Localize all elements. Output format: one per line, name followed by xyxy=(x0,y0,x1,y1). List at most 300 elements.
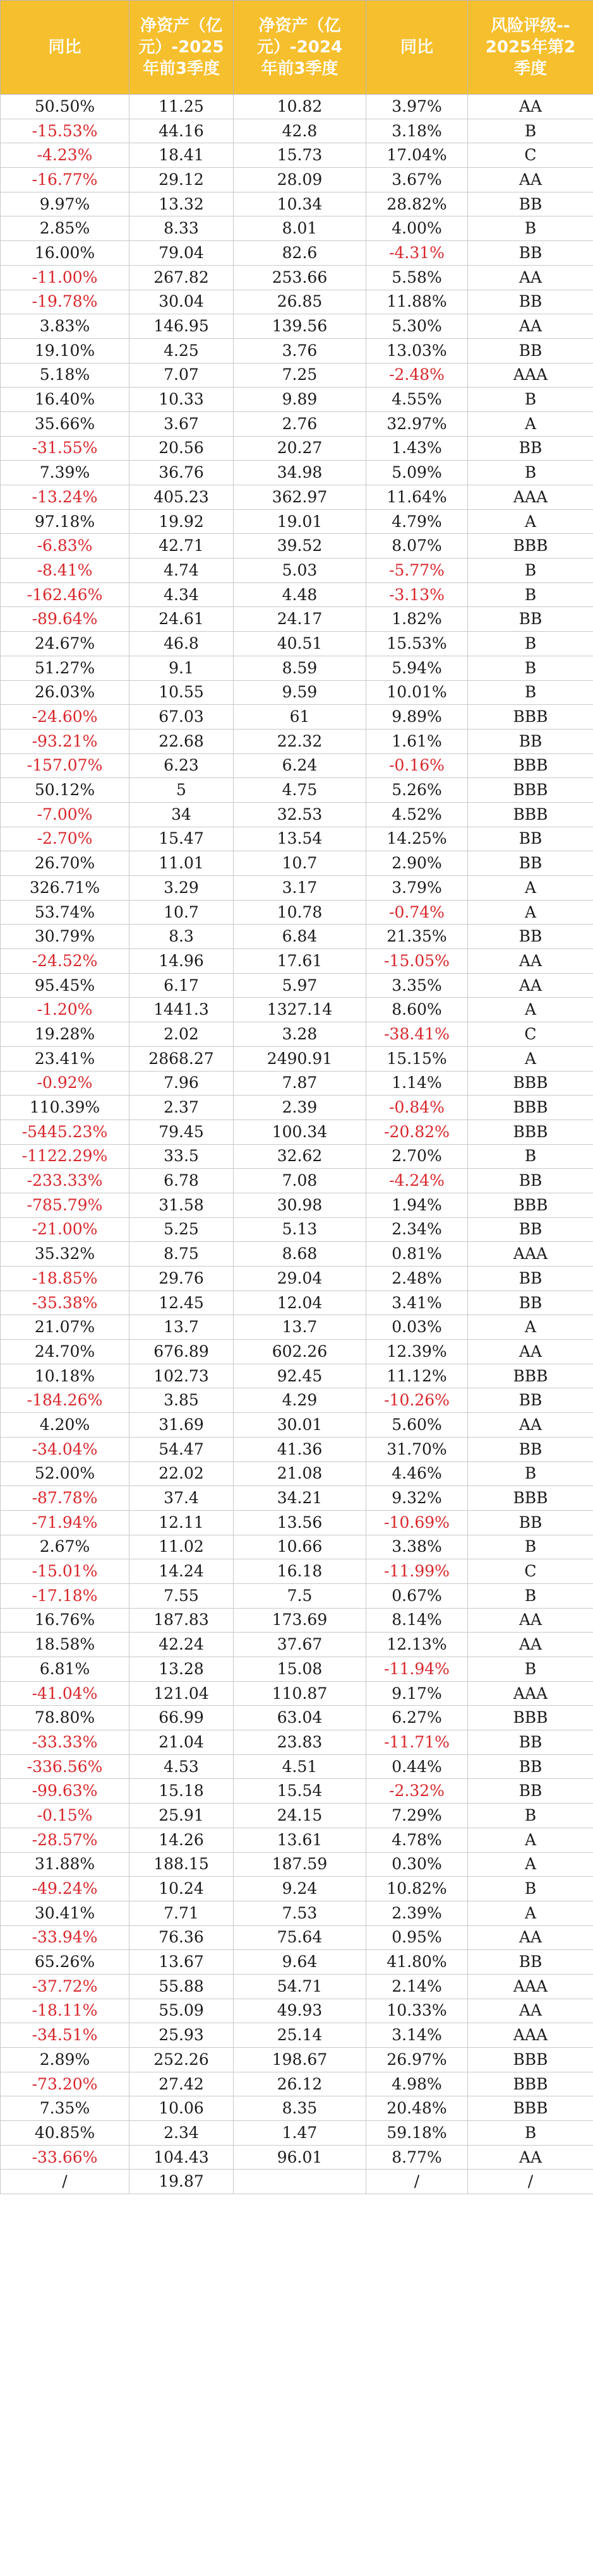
cell-net-assets-2025: 4.53 xyxy=(129,1754,234,1779)
cell-net-assets-2025: 13.32 xyxy=(129,192,234,216)
cell-yoy-2: 0.03% xyxy=(366,1315,468,1340)
cell-risk-rating: AA xyxy=(468,973,593,998)
cell-risk-rating: B xyxy=(468,216,593,241)
cell-net-assets-2025: 252.26 xyxy=(129,2048,234,2072)
cell-risk-rating: AA xyxy=(468,1633,593,1657)
cell-net-assets-2024: 19.01 xyxy=(234,509,366,534)
cell-yoy-1: 18.58% xyxy=(1,1633,129,1657)
cell-net-assets-2024: 41.36 xyxy=(234,1437,366,1462)
cell-yoy-1: -49.24% xyxy=(1,1877,129,1901)
cell-yoy-1: -0.15% xyxy=(1,1804,129,1828)
cell-risk-rating: BBB xyxy=(468,1193,593,1217)
cell-risk-rating: A xyxy=(468,1046,593,1071)
cell-risk-rating: BBB xyxy=(468,2096,593,2121)
cell-yoy-1: 50.50% xyxy=(1,95,129,119)
cell-risk-rating: BB xyxy=(468,1754,593,1779)
table-row xyxy=(1,1510,593,1535)
cell-net-assets-2024: 25.14 xyxy=(234,2023,366,2048)
cell-risk-rating: B xyxy=(468,1144,593,1169)
cell-risk-rating: BBB xyxy=(468,2072,593,2096)
cell-yoy-2: -11.99% xyxy=(366,1559,468,1584)
cell-net-assets-2025: 44.16 xyxy=(129,119,234,143)
cell-net-assets-2025: 8.33 xyxy=(129,216,234,241)
cell-yoy-1: 4.20% xyxy=(1,1413,129,1438)
cell-net-assets-2025: 9.1 xyxy=(129,656,234,680)
table-row xyxy=(1,485,593,510)
cell-net-assets-2025: 7.71 xyxy=(129,1901,234,1925)
cell-risk-rating: BB xyxy=(468,436,593,461)
cell-yoy-2: 32.97% xyxy=(366,411,468,436)
table-row xyxy=(1,925,593,949)
table-row xyxy=(1,1999,593,2023)
cell-yoy-2: 10.82% xyxy=(366,1877,468,1901)
cell-net-assets-2025: 79.45 xyxy=(129,1120,234,1144)
cell-net-assets-2025: 22.68 xyxy=(129,729,234,753)
table-row xyxy=(1,1535,593,1559)
cell-net-assets-2024: 7.53 xyxy=(234,1901,366,1925)
cell-yoy-2: 3.14% xyxy=(366,2023,468,2048)
cell-risk-rating: BB xyxy=(468,241,593,266)
header-yoy-1: 同比 xyxy=(1,1,129,95)
cell-net-assets-2025: 102.73 xyxy=(129,1364,234,1388)
cell-yoy-1: -33.66% xyxy=(1,2145,129,2170)
cell-net-assets-2025: 14.26 xyxy=(129,1828,234,1852)
table-row xyxy=(1,2121,593,2146)
cell-risk-rating: BB xyxy=(468,607,593,632)
cell-yoy-1: 30.79% xyxy=(1,925,129,949)
cell-yoy-1: 26.03% xyxy=(1,680,129,705)
cell-yoy-2: 3.41% xyxy=(366,1291,468,1315)
cell-net-assets-2024: 5.03 xyxy=(234,558,366,583)
cell-net-assets-2024: 82.6 xyxy=(234,241,366,266)
cell-net-assets-2025: 267.82 xyxy=(129,265,234,290)
cell-yoy-1: 35.32% xyxy=(1,1242,129,1267)
table-row xyxy=(1,95,593,119)
cell-yoy-1: -233.33% xyxy=(1,1169,129,1193)
cell-risk-rating: C xyxy=(468,1559,593,1584)
cell-net-assets-2025: 11.25 xyxy=(129,95,234,119)
cell-net-assets-2025: 13.7 xyxy=(129,1315,234,1340)
cell-net-assets-2025: 34 xyxy=(129,802,234,827)
cell-net-assets-2024: 10.66 xyxy=(234,1535,366,1559)
header-row xyxy=(1,1,593,95)
cell-yoy-1: 7.39% xyxy=(1,461,129,485)
table-row xyxy=(1,387,593,412)
cell-yoy-1: / xyxy=(1,2170,129,2194)
cell-net-assets-2024: 9.89 xyxy=(234,387,366,412)
cell-net-assets-2024: 92.45 xyxy=(234,1364,366,1388)
cell-risk-rating: B xyxy=(468,2121,593,2146)
cell-yoy-1: 51.27% xyxy=(1,656,129,680)
cell-yoy-2: 14.25% xyxy=(366,827,468,851)
cell-net-assets-2024: 8.59 xyxy=(234,656,366,680)
cell-risk-rating: BB xyxy=(468,1267,593,1291)
cell-net-assets-2024: 28.09 xyxy=(234,168,366,192)
cell-risk-rating: BB xyxy=(468,1730,593,1755)
cell-risk-rating: AA xyxy=(468,95,593,119)
cell-risk-rating: B xyxy=(468,1583,593,1608)
cell-net-assets-2024: 34.98 xyxy=(234,461,366,485)
cell-yoy-1: 65.26% xyxy=(1,1950,129,1975)
cell-yoy-1: 6.81% xyxy=(1,1657,129,1682)
cell-yoy-1: 40.85% xyxy=(1,2121,129,2146)
cell-net-assets-2024: 24.15 xyxy=(234,1804,366,1828)
cell-net-assets-2025: 6.17 xyxy=(129,973,234,998)
cell-yoy-1: -15.01% xyxy=(1,1559,129,1584)
cell-yoy-1: -157.07% xyxy=(1,753,129,778)
cell-net-assets-2024: 30.98 xyxy=(234,1193,366,1217)
cell-risk-rating: AA xyxy=(468,1999,593,2023)
cell-risk-rating: AAA xyxy=(468,485,593,510)
cell-net-assets-2025: 42.71 xyxy=(129,534,234,558)
cell-net-assets-2024: 15.54 xyxy=(234,1779,366,1804)
cell-risk-rating: A xyxy=(468,1828,593,1852)
cell-yoy-2: -4.31% xyxy=(366,241,468,266)
cell-yoy-2: 5.09% xyxy=(366,461,468,485)
cell-net-assets-2024: 49.93 xyxy=(234,1999,366,2023)
cell-yoy-2: -11.94% xyxy=(366,1657,468,1682)
table-row xyxy=(1,1144,593,1169)
cell-yoy-2: 2.14% xyxy=(366,1974,468,1999)
cell-risk-rating: BBB xyxy=(468,778,593,803)
cell-yoy-1: 10.18% xyxy=(1,1364,129,1388)
cell-net-assets-2024: 8.35 xyxy=(234,2096,366,2121)
cell-yoy-1: 16.76% xyxy=(1,1608,129,1633)
cell-net-assets-2024: 26.85 xyxy=(234,290,366,314)
cell-yoy-2: 4.55% xyxy=(366,387,468,412)
table-row xyxy=(1,1583,593,1608)
cell-net-assets-2025: 5.25 xyxy=(129,1217,234,1242)
cell-risk-rating: B xyxy=(468,632,593,656)
cell-net-assets-2025: 25.91 xyxy=(129,1804,234,1828)
cell-yoy-2: 0.81% xyxy=(366,1242,468,1267)
cell-net-assets-2025: 46.8 xyxy=(129,632,234,656)
cell-net-assets-2025: 31.58 xyxy=(129,1193,234,1217)
cell-net-assets-2025: 29.76 xyxy=(129,1267,234,1291)
cell-net-assets-2025: 10.06 xyxy=(129,2096,234,2121)
cell-net-assets-2025: 13.67 xyxy=(129,1950,234,1975)
table-row xyxy=(1,1120,593,1144)
cell-net-assets-2024: 16.18 xyxy=(234,1559,366,1584)
cell-risk-rating: BB xyxy=(468,1437,593,1462)
cell-net-assets-2024: 8.68 xyxy=(234,1242,366,1267)
cell-risk-rating: BB xyxy=(468,1388,593,1413)
cell-yoy-2: 5.26% xyxy=(366,778,468,803)
cell-net-assets-2024: 5.97 xyxy=(234,973,366,998)
cell-yoy-2: 1.61% xyxy=(366,729,468,753)
cell-net-assets-2024: 2.76 xyxy=(234,411,366,436)
table-row xyxy=(1,192,593,216)
cell-yoy-2: 28.82% xyxy=(366,192,468,216)
cell-yoy-1: -37.72% xyxy=(1,1974,129,1999)
table-row xyxy=(1,1169,593,1193)
cell-yoy-1: 50.12% xyxy=(1,778,129,803)
cell-yoy-2: 11.12% xyxy=(366,1364,468,1388)
table-row xyxy=(1,1364,593,1388)
cell-yoy-1: 21.07% xyxy=(1,1315,129,1340)
cell-net-assets-2024: 2.39 xyxy=(234,1096,366,1120)
cell-yoy-2: 8.14% xyxy=(366,1608,468,1633)
cell-yoy-1: -162.46% xyxy=(1,582,129,607)
cell-net-assets-2025: 2.37 xyxy=(129,1096,234,1120)
cell-yoy-1: 19.28% xyxy=(1,1022,129,1047)
cell-yoy-2: 2.34% xyxy=(366,1217,468,1242)
cell-yoy-2: 4.46% xyxy=(366,1462,468,1486)
cell-yoy-1: -31.55% xyxy=(1,436,129,461)
cell-net-assets-2025: 6.23 xyxy=(129,753,234,778)
cell-net-assets-2025: 2.34 xyxy=(129,2121,234,2146)
cell-net-assets-2025: 67.03 xyxy=(129,705,234,730)
cell-yoy-1: -4.23% xyxy=(1,143,129,168)
cell-net-assets-2025: 8.3 xyxy=(129,925,234,949)
cell-net-assets-2024: 15.73 xyxy=(234,143,366,168)
table-row xyxy=(1,216,593,241)
table-row xyxy=(1,973,593,998)
cell-net-assets-2025: 5 xyxy=(129,778,234,803)
cell-net-assets-2024: 173.69 xyxy=(234,1608,366,1633)
cell-net-assets-2024: 1.47 xyxy=(234,2121,366,2146)
table-row xyxy=(1,1828,593,1852)
cell-risk-rating: A xyxy=(468,411,593,436)
cell-net-assets-2025: 121.04 xyxy=(129,1681,234,1706)
cell-yoy-2: 3.67% xyxy=(366,168,468,192)
cell-yoy-2: 4.78% xyxy=(366,1828,468,1852)
table-row xyxy=(1,1096,593,1120)
cell-risk-rating: AAA xyxy=(468,1681,593,1706)
cell-yoy-1: -41.04% xyxy=(1,1681,129,1706)
cell-yoy-2: 31.70% xyxy=(366,1437,468,1462)
cell-net-assets-2025: 4.25 xyxy=(129,338,234,363)
cell-yoy-1: -5445.23% xyxy=(1,1120,129,1144)
cell-risk-rating: B xyxy=(468,1804,593,1828)
cell-net-assets-2025: 2868.27 xyxy=(129,1046,234,1071)
cell-yoy-2: 5.30% xyxy=(366,314,468,339)
cell-yoy-2: -5.77% xyxy=(366,558,468,583)
cell-yoy-2: 5.94% xyxy=(366,656,468,680)
cell-net-assets-2024: 10.7 xyxy=(234,851,366,876)
cell-net-assets-2025: 10.33 xyxy=(129,387,234,412)
cell-net-assets-2025: 14.96 xyxy=(129,949,234,974)
cell-yoy-1: 2.85% xyxy=(1,216,129,241)
cell-net-assets-2024: 7.87 xyxy=(234,1071,366,1096)
cell-net-assets-2025: 13.28 xyxy=(129,1657,234,1682)
header-net-assets-2025: 净资产（亿 元）-2025 年前3季度 xyxy=(129,1,234,95)
cell-risk-rating: A xyxy=(468,876,593,901)
cell-yoy-2: 3.38% xyxy=(366,1535,468,1559)
cell-yoy-2: 17.04% xyxy=(366,143,468,168)
cell-net-assets-2025: 1441.3 xyxy=(129,998,234,1022)
cell-yoy-2: 41.80% xyxy=(366,1950,468,1975)
cell-net-assets-2025: 33.5 xyxy=(129,1144,234,1169)
table-row xyxy=(1,1804,593,1828)
cell-net-assets-2025: 12.11 xyxy=(129,1510,234,1535)
cell-yoy-1: -99.63% xyxy=(1,1779,129,1804)
cell-net-assets-2024: 13.54 xyxy=(234,827,366,851)
table-row xyxy=(1,607,593,632)
table-row xyxy=(1,1413,593,1438)
cell-yoy-2: 15.15% xyxy=(366,1046,468,1071)
cell-yoy-2: 7.29% xyxy=(366,1804,468,1828)
cell-yoy-2: 10.01% xyxy=(366,680,468,705)
cell-risk-rating: BB xyxy=(468,338,593,363)
cell-net-assets-2024: 4.48 xyxy=(234,582,366,607)
cell-risk-rating: C xyxy=(468,1022,593,1047)
table-row xyxy=(1,1242,593,1267)
table-row xyxy=(1,290,593,314)
cell-net-assets-2025: 22.02 xyxy=(129,1462,234,1486)
table-row xyxy=(1,2170,593,2194)
table-row xyxy=(1,363,593,387)
cell-net-assets-2025: 146.95 xyxy=(129,314,234,339)
cell-yoy-2: 0.67% xyxy=(366,1583,468,1608)
table-row xyxy=(1,143,593,168)
cell-yoy-1: 78.80% xyxy=(1,1706,129,1730)
cell-yoy-1: -19.78% xyxy=(1,290,129,314)
cell-yoy-2: 2.48% xyxy=(366,1267,468,1291)
cell-yoy-1: -15.53% xyxy=(1,119,129,143)
cell-yoy-1: -71.94% xyxy=(1,1510,129,1535)
cell-yoy-1: 3.83% xyxy=(1,314,129,339)
cell-yoy-2: 11.64% xyxy=(366,485,468,510)
cell-yoy-1: -24.52% xyxy=(1,949,129,974)
cell-net-assets-2024: 139.56 xyxy=(234,314,366,339)
cell-yoy-2: 8.77% xyxy=(366,2145,468,2170)
cell-risk-rating: BBB xyxy=(468,705,593,730)
cell-risk-rating: B xyxy=(468,1877,593,1901)
cell-net-assets-2025: 31.69 xyxy=(129,1413,234,1438)
table-row xyxy=(1,436,593,461)
cell-yoy-1: 19.10% xyxy=(1,338,129,363)
cell-risk-rating: BB xyxy=(468,729,593,753)
table-row xyxy=(1,119,593,143)
cell-yoy-1: -0.92% xyxy=(1,1071,129,1096)
cell-yoy-1: -34.04% xyxy=(1,1437,129,1462)
table-row xyxy=(1,1437,593,1462)
cell-yoy-2: 1.82% xyxy=(366,607,468,632)
cell-risk-rating: A xyxy=(468,1315,593,1340)
table-row xyxy=(1,2048,593,2072)
table-row xyxy=(1,1486,593,1511)
cell-risk-rating: BBB xyxy=(468,1364,593,1388)
table-row xyxy=(1,680,593,705)
table-row xyxy=(1,705,593,730)
cell-yoy-2: 0.30% xyxy=(366,1852,468,1877)
table-row xyxy=(1,1193,593,1217)
table-row xyxy=(1,949,593,974)
cell-net-assets-2025: 66.99 xyxy=(129,1706,234,1730)
cell-yoy-1: -1122.29% xyxy=(1,1144,129,1169)
cell-yoy-2: -0.84% xyxy=(366,1096,468,1120)
cell-net-assets-2025: 188.15 xyxy=(129,1852,234,1877)
cell-net-assets-2025: 55.88 xyxy=(129,1974,234,1999)
cell-net-assets-2024: 54.71 xyxy=(234,1974,366,1999)
cell-risk-rating: AAA xyxy=(468,1242,593,1267)
cell-net-assets-2024: 9.24 xyxy=(234,1877,366,1901)
cell-net-assets-2024: 39.52 xyxy=(234,534,366,558)
cell-net-assets-2024: 29.04 xyxy=(234,1267,366,1291)
cell-net-assets-2024: 30.01 xyxy=(234,1413,366,1438)
cell-yoy-2: 4.79% xyxy=(366,509,468,534)
cell-risk-rating: BB xyxy=(468,1291,593,1315)
table-row xyxy=(1,1462,593,1486)
cell-risk-rating: B xyxy=(468,1462,593,1486)
cell-yoy-2: 26.97% xyxy=(366,2048,468,2072)
cell-net-assets-2024: 362.97 xyxy=(234,485,366,510)
cell-risk-rating: B xyxy=(468,1657,593,1682)
cell-net-assets-2024: 6.84 xyxy=(234,925,366,949)
cell-net-assets-2025: 11.01 xyxy=(129,851,234,876)
cell-yoy-1: -21.00% xyxy=(1,1217,129,1242)
cell-yoy-2: 0.95% xyxy=(366,1925,468,1950)
table-row xyxy=(1,900,593,925)
cell-yoy-1: -7.00% xyxy=(1,802,129,827)
cell-net-assets-2024: 187.59 xyxy=(234,1852,366,1877)
cell-yoy-2: 12.39% xyxy=(366,1340,468,1364)
cell-net-assets-2025: 55.09 xyxy=(129,1999,234,2023)
cell-net-assets-2025: 15.18 xyxy=(129,1779,234,1804)
cell-risk-rating: BBB xyxy=(468,753,593,778)
cell-net-assets-2024: 32.53 xyxy=(234,802,366,827)
table-row xyxy=(1,656,593,680)
cell-net-assets-2024: 12.04 xyxy=(234,1291,366,1315)
table-row xyxy=(1,1901,593,1925)
cell-net-assets-2024: 13.7 xyxy=(234,1315,366,1340)
cell-yoy-2: 0.44% xyxy=(366,1754,468,1779)
cell-risk-rating: BB xyxy=(468,1950,593,1975)
table-row xyxy=(1,632,593,656)
cell-net-assets-2024: 602.26 xyxy=(234,1340,366,1364)
cell-net-assets-2025: 10.55 xyxy=(129,680,234,705)
cell-net-assets-2025: 3.85 xyxy=(129,1388,234,1413)
table-row xyxy=(1,998,593,1022)
cell-risk-rating: B xyxy=(468,656,593,680)
cell-risk-rating: BB xyxy=(468,1217,593,1242)
cell-yoy-2: -2.48% xyxy=(366,363,468,387)
table-row xyxy=(1,1315,593,1340)
cell-yoy-1: 5.18% xyxy=(1,363,129,387)
cell-risk-rating: A xyxy=(468,1901,593,1925)
cell-risk-rating: AA xyxy=(468,1925,593,1950)
table-row xyxy=(1,1877,593,1901)
cell-yoy-1: 110.39% xyxy=(1,1096,129,1120)
cell-yoy-2: 4.00% xyxy=(366,216,468,241)
table-row xyxy=(1,265,593,290)
cell-net-assets-2024: 4.75 xyxy=(234,778,366,803)
cell-net-assets-2025: 10.7 xyxy=(129,900,234,925)
cell-net-assets-2024: 23.83 xyxy=(234,1730,366,1755)
cell-risk-rating: BB xyxy=(468,1510,593,1535)
cell-yoy-1: 35.66% xyxy=(1,411,129,436)
cell-net-assets-2024: 5.13 xyxy=(234,1217,366,1242)
cell-risk-rating: AA xyxy=(468,2145,593,2170)
cell-net-assets-2024: 96.01 xyxy=(234,2145,366,2170)
cell-net-assets-2024: 9.64 xyxy=(234,1950,366,1975)
table-header xyxy=(1,1,593,95)
cell-net-assets-2025: 21.04 xyxy=(129,1730,234,1755)
cell-net-assets-2024: 253.66 xyxy=(234,265,366,290)
table-row xyxy=(1,1681,593,1706)
cell-risk-rating: BB xyxy=(468,290,593,314)
cell-yoy-1: 16.00% xyxy=(1,241,129,266)
table-row xyxy=(1,1267,593,1291)
cell-net-assets-2024: 20.27 xyxy=(234,436,366,461)
cell-yoy-1: -18.85% xyxy=(1,1267,129,1291)
cell-yoy-1: -8.41% xyxy=(1,558,129,583)
cell-yoy-2: 1.94% xyxy=(366,1193,468,1217)
cell-net-assets-2024: 26.12 xyxy=(234,2072,366,2096)
cell-net-assets-2025: 104.43 xyxy=(129,2145,234,2170)
table-row xyxy=(1,1706,593,1730)
